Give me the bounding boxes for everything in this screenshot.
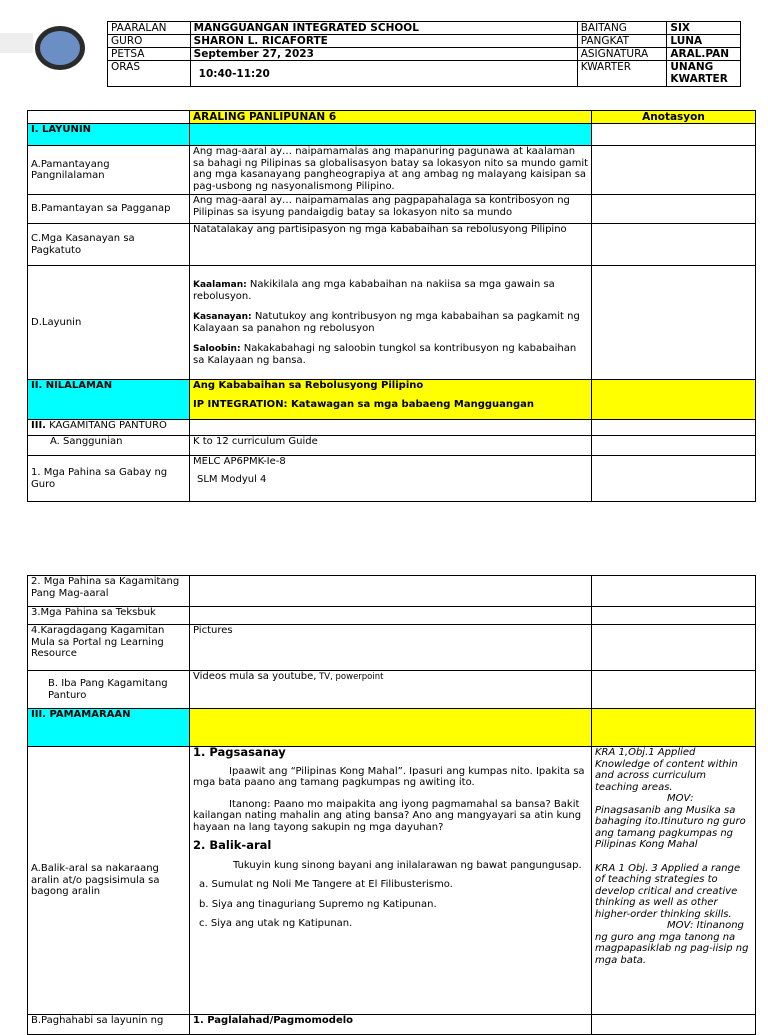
annotation-cell — [592, 747, 756, 1015]
pamantayang-row — [28, 146, 756, 195]
logo-inner — [40, 31, 80, 65]
nilalaman-text2: IP INTEGRATION: Katawagan sa mga babaeng Mangguangan — [193, 398, 535, 410]
karagdagang-text: Pictures — [190, 625, 592, 671]
header-label: PETSA — [108, 48, 191, 61]
balikaral-title: 2. Balik-aral — [193, 838, 272, 852]
karagdagang-label: 4.Karagdagang Kagamitan Mula sa Portal ng Learning Resource — [28, 625, 190, 671]
empty-cell — [190, 124, 592, 146]
karagdagang-row — [28, 625, 756, 671]
header-label: GURO — [108, 35, 191, 48]
empty-cell — [592, 266, 756, 380]
school-logo — [35, 26, 85, 70]
pamamaraan-row — [28, 709, 756, 747]
header-value2: LUNA — [667, 35, 741, 48]
header-label2: ASIGNATURA — [577, 48, 667, 61]
kagamitan-number: III. — [31, 420, 46, 431]
nilalaman-content — [190, 380, 592, 420]
header-table — [107, 21, 741, 87]
header-value2: SIX — [667, 22, 741, 35]
annotation-header: Anotasyon — [592, 111, 756, 124]
kasanayan2-label: Kasanayan: — [193, 311, 252, 322]
kagamitan-row — [28, 420, 756, 436]
kasanayan-row — [28, 224, 756, 266]
header-label2: KWARTER — [577, 61, 667, 87]
header-label: ORAS — [108, 61, 191, 87]
kasanayan2-line — [193, 311, 588, 335]
header-row — [108, 48, 741, 61]
pamantayang-text: Ang mag-aaral ay… naipamamalas ang mapanuring pagunawa at kaalaman sa bahagi ng Pilipinas sa globalisasyon batay sa lokasyon nito sa mundo gamit ang mga kasanayang pangheograpiya at ang ambag ng malayang kaisipan sa pag-usbong ng nasyonalismong Pilipino. — [190, 146, 592, 195]
layunin-title: I. LAYUNIN — [28, 124, 190, 146]
annotation-mov2-label: MOV: — [667, 920, 694, 931]
empty-cell — [592, 224, 756, 266]
balik-content — [190, 747, 592, 1015]
header-label2: PANGKAT — [577, 35, 667, 48]
annotation-mov2 — [595, 920, 752, 966]
empty-cell — [592, 625, 756, 671]
header-row — [108, 61, 741, 87]
kagamitan-title — [28, 420, 190, 436]
kaalaman-label: Kaalaman: — [193, 279, 247, 290]
header-value: 10:40-11:20 — [190, 61, 577, 87]
empty-cell — [592, 576, 756, 607]
balik-label: A.Balik-aral sa nakaraang aralin at/o pagsisimula sa bagong aralin — [28, 747, 190, 1015]
empty-cell — [592, 124, 756, 146]
pagsasanay-p2: Itanong: Paano mo maipakita ang iyong pagmamahal sa bansa? Bakit kailangan nating mahalin ang ating bansa? Ano ang mangyayari sa atin kung hayaan na lang tayong sakupin ng mga dayuhan? — [193, 798, 582, 833]
lesson-table-1 — [27, 110, 756, 502]
gabay-row — [28, 456, 756, 502]
empty-cell — [190, 420, 592, 436]
gabay-text2: SLM Modyul 4 — [197, 473, 267, 485]
empty-cell — [28, 111, 190, 124]
annotation-mov: Pinagsasanib ang Musika sa bahaging ito.Itinuturo ng guro ang tamang pagkumpas ng Pilipinas Kong Mahal — [595, 804, 746, 850]
empty-cell — [592, 195, 756, 224]
subject-title: ARALING PANLIPUNAN 6 — [190, 111, 592, 124]
iba-content — [190, 671, 592, 709]
empty-cell — [592, 456, 756, 502]
iba-row — [28, 671, 756, 709]
header-value: MANGGUANGAN INTEGRATED SCHOOL — [190, 22, 577, 35]
kasanayan2-text: Natutukoy ang kontribusyon ng mga kababaihan sa pagkamit ng Kalayaan sa panahon ng rebolusyon — [193, 310, 580, 334]
header-value: September 27, 2023 — [190, 48, 577, 61]
header-row — [108, 35, 741, 48]
empty-cell — [190, 607, 592, 625]
sanggunian-row — [28, 436, 756, 456]
kagamitang-label: 2. Mga Pahina sa Kagamitang Pang Mag-aaral — [28, 576, 190, 607]
saloobin-label: Saloobin: — [193, 343, 241, 354]
header-value2: UNANG KWARTER — [667, 61, 741, 87]
empty-cell — [592, 436, 756, 456]
lesson-table-2 — [27, 575, 756, 1035]
balikaral-item: a. Sumulat ng Noli Me Tangere at El Filibusterismo. — [199, 879, 453, 890]
paghahabi-label: B.Paghahabi sa layunin ng — [28, 1015, 190, 1035]
header-label2: BAITANG — [577, 22, 667, 35]
saloobin-text: Nakakabahagi ng saloobin tungkol sa kontribusyon ng kababaihan sa Kalayaan ng bansa. — [193, 342, 577, 366]
balik-row — [28, 747, 756, 1015]
empty-cell — [592, 709, 756, 747]
iba-text: Videos mula sa youtube, — [193, 671, 317, 682]
pagganap-row — [28, 195, 756, 224]
pamamaraan-title: III. PAMAMARAAN — [28, 709, 190, 747]
paghahabi-row — [28, 1015, 756, 1035]
balikaral-item: b. Siya ang tinaguriang Supremo ng Katipunan. — [199, 898, 437, 910]
sanggunian-label: A. Sanggunian — [28, 436, 190, 456]
pagganap-label: B.Pamantayan sa Pagganap — [28, 195, 190, 224]
teksbuk-row — [28, 607, 756, 625]
empty-cell — [592, 146, 756, 195]
teksbuk-label: 3.Mga Pahina sa Teksbuk — [28, 607, 190, 625]
layunin-row — [28, 124, 756, 146]
iba-text-small: TV, powerpoint — [316, 672, 384, 682]
pagsasanay-title: 1. Pagsasanay — [193, 745, 286, 759]
balikaral-p1: Tukuyin kung sinong bayani ang inilalarawan ng bawat pangungusap. — [233, 859, 582, 871]
annotation-mov-label: MOV: — [667, 793, 694, 804]
empty-cell — [592, 671, 756, 709]
balikaral-item: c. Siya ang utak ng Katipunan. — [199, 918, 353, 929]
header-value: SHARON L. RICAFORTE — [190, 35, 577, 48]
header-label: PAARALAN — [108, 22, 191, 35]
gabay-label: 1. Mga Pahina sa Gabay ng Guro — [28, 456, 190, 502]
kaalaman-text: Nakikilala ang mga kababaihan na nakiisa sa mga gawain sa rebolusyon. — [193, 278, 555, 302]
subject-row — [28, 111, 756, 124]
empty-cell — [592, 380, 756, 420]
gabay-content — [190, 456, 592, 502]
kasanayan-label: C.Mga Kasanayan sa Pagkatuto — [28, 224, 190, 266]
logo-shadow — [0, 33, 33, 53]
header-value2: ARAL.PAN — [667, 48, 741, 61]
layunin-detail-row — [28, 266, 756, 380]
empty-cell — [190, 576, 592, 607]
header-row — [108, 22, 741, 35]
nilalaman-row — [28, 380, 756, 420]
empty-cell — [592, 607, 756, 625]
annotation-mov2-text: Itinanong ng guro ang mga tanong na magpapasiklab ng pag-iisip ng mga bata. — [595, 920, 749, 966]
empty-cell — [592, 1015, 756, 1035]
pamantayang-label: A.Pamantayang Pangnilalaman — [28, 146, 190, 195]
sanggunian-text: K to 12 curriculum Guide — [190, 436, 592, 456]
annotation-kra2: KRA 1 Obj. 3 Applied a range of teaching strategies to develop critical and creative thinking as well as other higher-order thinking skills. — [595, 862, 741, 920]
empty-cell — [190, 709, 592, 747]
layunin-label: D.Layunin — [28, 266, 190, 380]
gabay-text1: MELC AP6PMK-Ie-8 — [193, 456, 286, 467]
pagganap-text: Ang mag-aaral ay… naipamamalas ang pagpapahalaga sa kontribosyon ng Pilipinas sa isyung pandaigdig batay sa lokasyon nito sa mundo — [190, 195, 592, 224]
nilalaman-title: II. NILALAMAN — [28, 380, 190, 420]
iba-label: B. Iba Pang Kagamitang Panturo — [28, 671, 190, 709]
kagamitan-text: KAGAMITANG PANTURO — [45, 420, 167, 431]
annotation-kra1: KRA 1,Obj.1 Applied Knowledge of content within and across curriculum teaching areas. — [595, 747, 738, 793]
kagamitang-row — [28, 576, 756, 607]
paglalahad-title: 1. Paglalahad/Pagmomodelo — [190, 1015, 592, 1035]
layunin-details — [190, 266, 592, 380]
pagsasanay-p1: Ipaawit ang “Pilipinas Kong Mahal”. Ipasuri ang kumpas nito. Ipakita sa mga bata paano ang tamang pagkumpas ng awiting ito. — [193, 765, 585, 788]
saloobin-line — [193, 343, 588, 367]
kasanayan-text: Natatalakay ang partisipasyon ng mga kababaihan sa rebolusyong Pilipino — [190, 224, 592, 266]
nilalaman-text1: Ang Kababaihan sa Rebolusyong Pilipino — [193, 380, 424, 391]
kaalaman-line — [193, 279, 588, 303]
empty-cell — [592, 420, 756, 436]
